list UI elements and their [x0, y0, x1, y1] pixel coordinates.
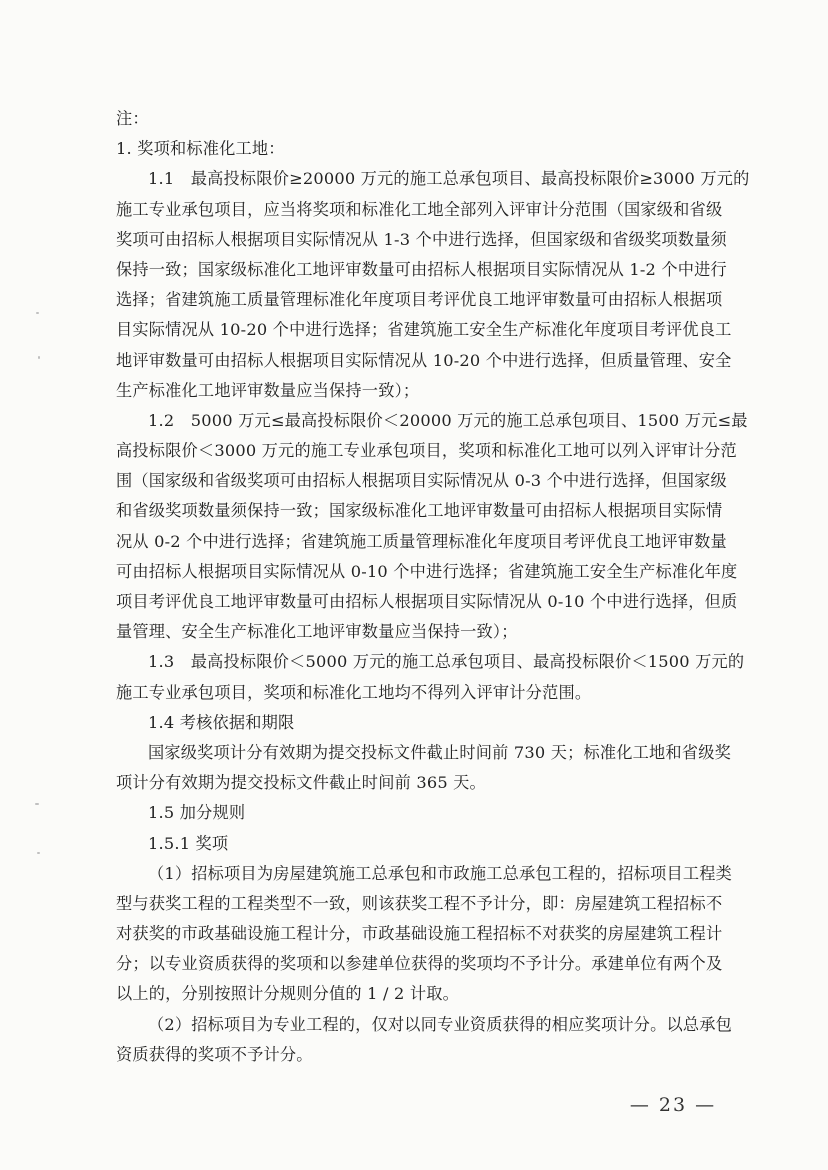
text-line: 型与获奖工程的工程类型不一致，则该获奖工程不予计分，即：房屋建筑工程招标不: [116, 893, 723, 913]
text-line: 1.4 考核依据和期限: [148, 712, 295, 732]
text-line: 量管理、安全生产标准化工地评审数量应当保持一致）；: [116, 622, 518, 642]
text-line: 国家级奖项计分有效期为提交投标文件截止时间前 730 天；标准化工地和省级奖: [148, 742, 731, 762]
text-line: 地评审数量可由招标人根据项目实际情况从 10-20 个中进行选择，但质量管理、安全: [116, 350, 732, 370]
document-body: [116, 104, 750, 1070]
text-line: 1. 奖项和标准化工地：: [116, 139, 285, 159]
text-line: 对获奖的市政基础设施工程计分，市政基础设施工程招标不对获奖的房屋建筑工程计: [116, 924, 723, 944]
text-line: （1）招标项目为房屋建筑施工总承包和市政施工总承包工程的，招标项目工程类: [148, 863, 733, 883]
text-line: 以上的，分别按照计分规则分值的 1 / 2 计取。: [116, 984, 460, 1004]
text-line: 和省级奖项数量须保持一致；国家级标准化工地评审数量可由招标人根据项目实际情: [116, 501, 723, 521]
text-line: 1.5.1 奖项: [148, 833, 229, 853]
text-line: 奖项可由招标人根据项目实际情况从 1-3 个中进行选择，但国家级和省级奖项数量须: [116, 229, 727, 249]
note-heading: 注：: [116, 109, 149, 128]
scan-speck: [38, 356, 40, 359]
text-line: 1.1 最高投标限价≥20000 万元的施工总承包项目、最高投标限价≥3000 万元的: [148, 169, 750, 189]
text-line: 况从 0-2 个中进行选择；省建筑施工质量管理标准化年度项目考评优良工地评审数量: [116, 531, 727, 551]
text-line: 施工专业承包项目，应当将奖项和标准化工地全部列入评审计分范围（国家级和省级: [116, 199, 723, 219]
text-line: 分；以专业资质获得的奖项和以参建单位获得的奖项均不予计分。承建单位有两个及: [116, 954, 723, 974]
text-line: 高投标限价＜3000 万元的施工专业承包项目，奖项和标准化工地可以列入评审计分范: [116, 441, 737, 461]
text-line: 施工专业承包项目，奖项和标准化工地均不得列入评审计分范围。: [116, 682, 592, 702]
text-line: 目实际情况从 10-20 个中进行选择；省建筑施工安全生产标准化年度项目考评优良工: [116, 320, 732, 340]
text-line: 可由招标人根据项目实际情况从 0-10 个中进行选择；省建筑施工安全生产标准化年度: [116, 561, 738, 581]
text-line: 生产标准化工地评审数量应当保持一致）；: [116, 380, 420, 400]
text-line: 1.5 加分规则: [148, 803, 246, 823]
scan-speck: [35, 803, 39, 805]
page-number: — 23 —: [629, 1094, 717, 1116]
text-line: 围（国家级和省级奖项可由招标人根据项目实际情况从 0-3 个中进行选择，但国家级: [116, 471, 727, 491]
scan-speck: [37, 852, 40, 854]
text-line: 保持一致；国家级标准化工地评审数量可由招标人根据项目实际情况从 1-2 个中进行: [116, 259, 727, 279]
text-line: 项目考评优良工地评审数量可由招标人根据项目实际情况从 0-10 个中进行选择，但质: [116, 592, 738, 611]
text-line: 1.2 5000 万元≤最高投标限价＜20000 万元的施工总承包项目、1500 万元≤最: [148, 410, 748, 430]
text-line: 1.3 最高投标限价＜5000 万元的施工总承包项目、最高投标限价＜1500 万元的: [148, 652, 745, 672]
text-line: 资质获得的奖项不予计分。: [116, 1044, 313, 1064]
text-line: 项计分有效期为提交投标文件截止时间前 365 天。: [116, 773, 486, 793]
text-line: （2）招标项目为专业工程的，仅对以同专业资质获得的相应奖项计分。以总承包: [148, 1014, 733, 1034]
text-line: 选择；省建筑施工质量管理标准化年度项目考评优良工地评审数量可由招标人根据项: [116, 290, 723, 310]
scan-speck: [36, 312, 39, 314]
